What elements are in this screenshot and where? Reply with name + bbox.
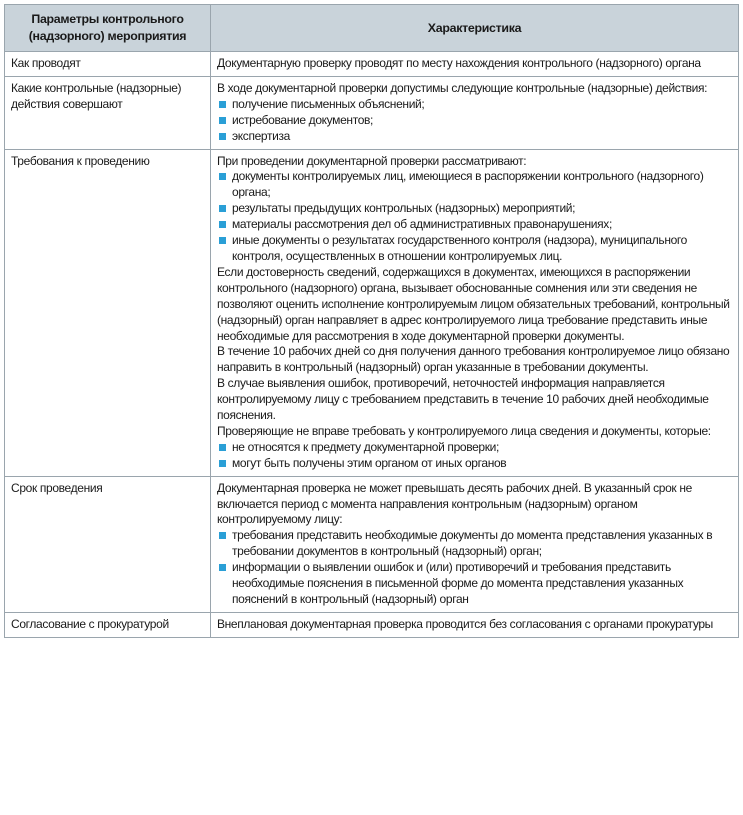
bullet-list (217, 528, 733, 608)
document-page (4, 4, 739, 638)
paragraph: В случае выявления ошибок, противоречий, неточностей информация направляется контролируемому лицу с требованием представить в течение 10 рабочих дней необходимые пояснения. (217, 376, 709, 423)
row-label-requirements: Требования к проведению (5, 149, 211, 476)
table-row (5, 476, 739, 612)
paragraph: Документарная проверка не может превышать десять рабочих дней. В указанный срок не включается период с момента направления контрольным (надзорным) органом контролируемому лицу: (217, 480, 692, 527)
header-parameters: Параметры контрольного (надзорного) мероприятия (5, 5, 211, 52)
row-content-term (211, 476, 739, 612)
bullet-list (217, 169, 733, 264)
row-content-requirements (211, 149, 739, 476)
paragraph: При проведении документарной проверки рассматривают: (217, 153, 527, 168)
table-row (5, 612, 739, 637)
list-item: материалы рассмотрения дел об административных правонарушениях; (217, 217, 733, 233)
row-text-approval: Внеплановая документарная проверка проводится без согласования с органами прокуратуры (211, 612, 739, 637)
table-header-row (5, 5, 739, 52)
table-row (5, 76, 739, 149)
row-text-how: Документарную проверку проводят по месту нахождения контрольного (надзорного) органа (211, 52, 739, 77)
table-row (5, 149, 739, 476)
list-item: экспертиза (217, 129, 733, 145)
paragraph: Если достоверность сведений, содержащихся в документах, имеющихся в распоряжении контрольного (надзорного) органа, вызывает обоснованные сомнения или эти сведения не позволяют оценить исполнение контролируемым лицом обязательных требований, контрольный (надзорный) орган направляет в адрес контролируемого лица требование представить иные необходимые для рассмотрения в ходе документарной проверки документы. (217, 264, 730, 343)
list-item: информации о выявлении ошибок и (или) противоречий и требования представить необходимые пояснения в письменной форме до момента представления указанных пояснений в контрольный (надзорный) орган (217, 560, 733, 608)
paragraph: Проверяющие не вправе требовать у контролируемого лица сведения и документы, которые: (217, 423, 711, 438)
row-label-how: Как проводят (5, 52, 211, 77)
paragraph: В ходе документарной проверки допустимы следующие контрольные (надзорные) действия: (217, 80, 708, 95)
bullet-list (217, 440, 733, 472)
inspection-table (4, 4, 739, 638)
list-item: получение письменных объяснений; (217, 97, 733, 113)
list-item: документы контролируемых лиц, имеющиеся в распоряжении контрольного (надзорного) органа; (217, 169, 733, 201)
row-label-actions: Какие контрольные (надзорные) действия совершают (5, 76, 211, 149)
row-content-actions (211, 76, 739, 149)
header-characteristic: Характеристика (211, 5, 739, 52)
paragraph: В течение 10 рабочих дней со дня получения данного требования контролируемое лицо обязано направить в контрольный (надзорный) орган указанные в требовании документы. (217, 344, 730, 375)
list-item: результаты предыдущих контрольных (надзорных) мероприятий; (217, 201, 733, 217)
bullet-list (217, 97, 733, 145)
list-item: иные документы о результатах государственного контроля (надзора), муниципального контроля, осуществленных в отношении контролируемых лиц. (217, 233, 733, 265)
list-item: требования представить необходимые документы до момента представления указанных в требовании документов в контрольный (надзорный) орган; (217, 528, 733, 560)
row-label-term: Срок проведения (5, 476, 211, 612)
list-item: могут быть получены этим органом от иных органов (217, 456, 733, 472)
row-label-approval: Согласование с прокуратурой (5, 612, 211, 637)
list-item: истребование документов; (217, 113, 733, 129)
list-item: не относятся к предмету документарной проверки; (217, 440, 733, 456)
table-row (5, 52, 739, 77)
